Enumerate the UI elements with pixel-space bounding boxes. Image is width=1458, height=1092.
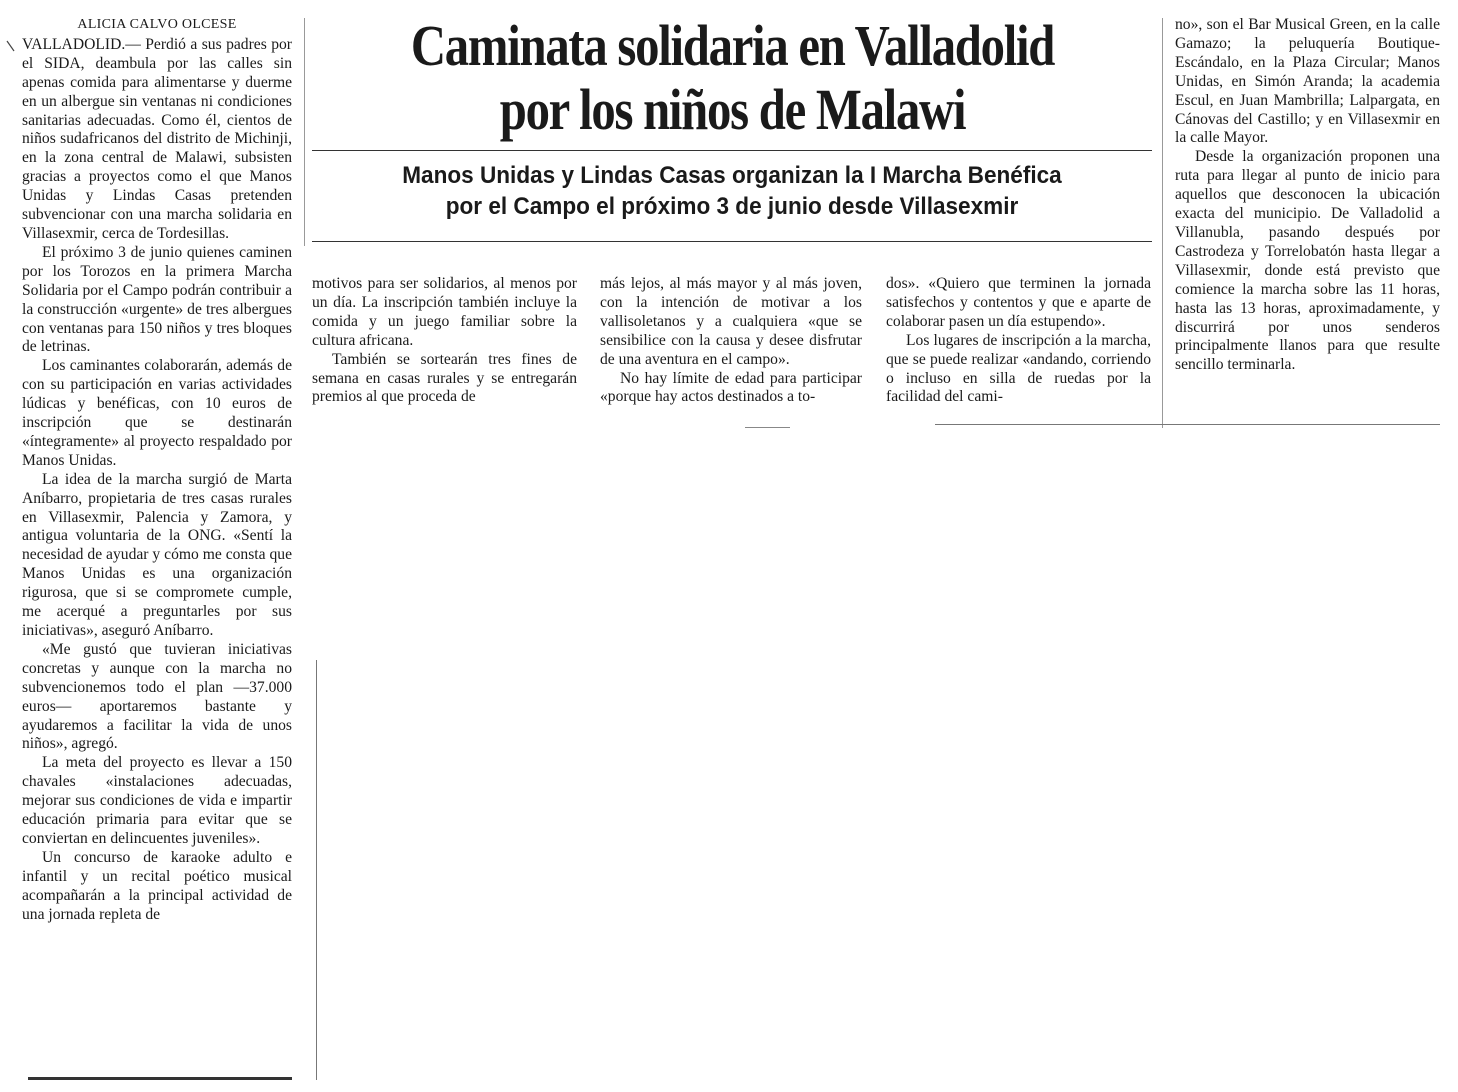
subheadline-line-1: Manos Unidas y Lindas Casas organizan la I Marcha Benéfica [402,162,1062,189]
paragraph: más lejos, al más mayor y al más joven, con la intención de motivar a los vallisoletanos y a cualquiera «que se sensibilice con la causa y desee disfrutar de una aventura en el campo». [600,275,862,368]
paragraph: No hay límite de edad para participar «porque hay actos destinados a to- [600,369,862,406]
article-column-1 [22,16,292,925]
subheadline-line-2: por el Campo el próximo 3 de junio desde Villasexmir [445,193,1019,220]
article-end-rule [935,424,1440,425]
article-column-5 [1175,16,1440,375]
column-divider [1162,18,1163,428]
headline-rule-top [312,150,1152,151]
lead-text: Perdió a sus padres por el SIDA, deambula por las calles sin apenas comida para alimentarse y duerme en un albergue sin ventanas ni condiciones sanitarias adecuadas. Como él, cientos de niños sudafricanos del distrito de Michinji, en la zona central de Malawi, subsisten gracias a proyectos como el que Manos Unidas y Lindas Casas pretenden subvencionar con una marcha solidaria en Villasexmir, cerca de Tordesillas. [22,35,292,242]
paragraph: La meta del proyecto es llevar a 150 chavales «instalaciones adecuadas, mejorar sus condiciones de vida e impartir educación primaria para evitar que se conviertan en delincuentes juveniles». [22,754,292,847]
column-end-rule [745,427,790,428]
paragraph: no», son el Bar Musical Green, en la calle Gamazo; la peluquería Boutique-Escándalo, en la Plaza Circular; Manos Unidas, en Simón Aranda; la academia Escul, en Juan Mambrilla; Lalpargata, en Cánovas del Castillo; y en Villasexmir en la calle Mayor. [1175,16,1440,147]
subheadline [337,160,1127,222]
paragraph: dos». «Quiero que terminen la jornada satisfechos y contentos y que e aparte de colaborar pasen un día estupendo». [886,275,1151,330]
lead-paragraph [22,36,292,244]
column-divider [304,18,305,246]
article-column-2 [312,275,577,407]
paragraph: El próximo 3 de junio quienes caminen por los Torozos en la primera Marcha Solidaria por el Campo podrán contribuir a la construcción «urgente» de tres albergues con ventanas para 150 niños y tres bloques de letrinas. [22,243,292,356]
dateline: VALLADOLID.— [22,35,141,53]
headline-line-2: por los niños de Malawi [499,77,966,142]
paragraph: «Me gustó que tuvieran iniciativas concretas y aunque con la marcha no subvencionemos todo el plan —37.000 euros— aportaremos bastante y ayudaremos a facilitar la vida de unos niños», agregó. [22,640,292,753]
headline [378,14,1088,142]
scan-mark [6,40,15,52]
column-divider [316,660,317,1080]
headline-rule-bottom [312,241,1152,242]
article-column-3 [600,275,862,407]
paragraph: La idea de la marcha surgió de Marta Aníbarro, propietaria de tres casas rurales en Villasexmir, Palencia y Zamora, y antigua voluntaria de la ONG. «Sentí la necesidad de ayudar y cómo me consta que Manos Unidas es una organización rigurosa, que si se compromete cumple, me acerqué a preguntarles por sus iniciativas», aseguró Aníbarro. [22,470,292,639]
paragraph: También se sortearán tres fines de semana en casas rurales y se entregarán premios al que proceda de [312,350,577,406]
paragraph: Un concurso de karaoke adulto e infantil y un recital poético musical acompañarán a la principal actividad de una jornada repleta de [22,848,292,923]
paragraph: motivos para ser solidarios, al menos por un día. La inscripción también incluye la comida y un juego familiar sobre la cultura africana. [312,275,577,349]
byline: ALICIA CALVO OLCESE [77,17,237,32]
article-end-rule [28,1077,292,1080]
article-column-4 [886,275,1151,407]
paragraph: Desde la organización proponen una ruta para llegar al punto de inicio para aquellos que desconocen la ubicación exacta del municipio. De Valladolid a Villanubla, pasando después por Castrodeza y Torrelobatón hasta llegar a Villasexmir, donde está previsto que comience la marcha sobre las 11 horas, hasta las 13 horas, aproximadamente, y discurrirá por unos senderos principalmente llanos para que resulte sencillo terminarla. [1175,148,1440,374]
paragraph: Los caminantes colaborarán, además de con su participación en varias actividades lúdicas y benéficas, con 10 euros de inscripción que se destinarán «íntegramente» al proyecto respaldado por Manos Unidas. [22,357,292,469]
headline-line-1: Caminata solidaria en Valladolid [410,13,1055,78]
paragraph: Los lugares de inscripción a la marcha, que se puede realizar «andando, corriendo o incluso en silla de ruedas por la facilidad del cami- [886,331,1151,406]
